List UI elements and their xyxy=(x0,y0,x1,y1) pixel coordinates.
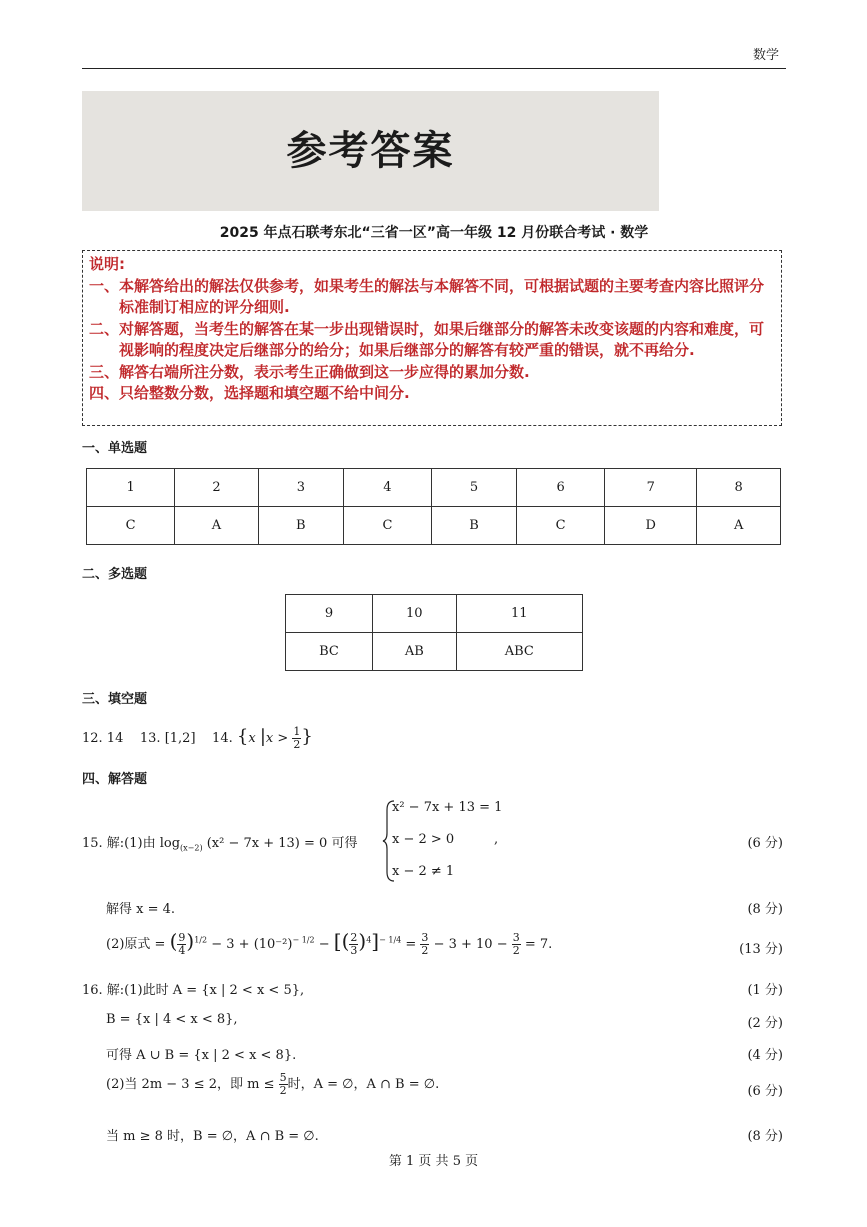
q15-line-1 xyxy=(82,832,357,853)
answer-cell: BC xyxy=(286,633,373,671)
answer-cell: ABC xyxy=(456,633,582,671)
paren: ( xyxy=(169,929,178,953)
answer-cell: B xyxy=(432,507,517,545)
fraction xyxy=(279,1072,288,1097)
expression-part: − 3 + 10 − xyxy=(433,937,508,952)
answer-cell: AB xyxy=(372,633,456,671)
numerator: 1 xyxy=(293,725,301,738)
question-number: 2 xyxy=(175,469,259,507)
exam-title: 2025 年点石联考东北“三省一区”高一年级 12 月份联合考试 · 数学 xyxy=(219,225,649,241)
left-brace: { xyxy=(236,726,249,747)
exponent: − 1/2 xyxy=(292,935,315,945)
question-number: 11 xyxy=(456,595,582,633)
q15-label: 15. 解:(1)由 log xyxy=(82,836,181,851)
system-eq-3: x − 2 ≠ 1 xyxy=(392,864,455,879)
section-fill-blank: 三、填空题 xyxy=(82,692,148,707)
question-number: 5 xyxy=(432,469,517,507)
score: (8 分) xyxy=(747,902,783,917)
q16-line-5: 当 m ≥ 8 时，B = ∅，A ∩ B = ∅. xyxy=(106,1129,319,1144)
question-number: 9 xyxy=(286,595,373,633)
denominator: 2 xyxy=(421,944,429,957)
operator: − xyxy=(318,937,330,952)
answer-cell: B xyxy=(258,507,343,545)
set-var: x xyxy=(248,731,256,746)
score: (6 分) xyxy=(747,836,783,851)
paren: ) xyxy=(186,929,195,953)
answer-cell: C xyxy=(517,507,605,545)
note-number: 一、 xyxy=(89,276,120,295)
question-number: 4 xyxy=(343,469,431,507)
system-eq-2: x − 2 > 0 xyxy=(392,832,455,847)
right-brace: } xyxy=(301,726,313,747)
q16-line-4 xyxy=(106,1072,439,1097)
answer-14-label: 14. xyxy=(212,731,233,746)
answer-12: 12. 14 xyxy=(82,731,124,746)
exponent: 1/2 xyxy=(194,935,208,945)
notes-label: 说明: xyxy=(89,255,125,273)
q16-line-2: B = {x | 4 < x < 8}, xyxy=(106,1012,238,1027)
numerator: 3 xyxy=(512,931,520,944)
numerator: 5 xyxy=(279,1071,287,1084)
denominator: 3 xyxy=(350,944,358,957)
expression-part: = 7. xyxy=(524,937,553,952)
question-number: 1 xyxy=(87,469,175,507)
score: (2 分) xyxy=(747,1016,783,1031)
denominator: 2 xyxy=(512,944,520,957)
note-text: 解答右端所注分数，表示考生正确做到这一步应得的累加分数. xyxy=(119,362,530,381)
answer-cell: C xyxy=(343,507,431,545)
fraction xyxy=(512,932,521,957)
note-text: 只给整数分数，选择题和填空题不给中间分. xyxy=(119,384,410,402)
note-item xyxy=(89,319,775,362)
score: (1 分) xyxy=(747,983,783,998)
set-cond: x > xyxy=(265,731,289,746)
table-row xyxy=(87,507,781,545)
subject-label: 数学 xyxy=(752,48,779,63)
question-number: 10 xyxy=(372,595,456,633)
question-number: 7 xyxy=(605,469,697,507)
paren: ) xyxy=(358,929,367,953)
bracket: [ xyxy=(333,929,342,953)
section-solve: 四、解答题 xyxy=(82,772,148,787)
score: (8 分) xyxy=(747,1129,783,1144)
part2-label: (2)原式 = xyxy=(106,937,166,952)
section-single-choice: 一、单选题 xyxy=(82,441,148,456)
denominator: 2 xyxy=(279,1084,287,1097)
answer-cell: D xyxy=(605,507,697,545)
page-title: 参考答案 xyxy=(286,127,455,174)
answer-cell: A xyxy=(175,507,259,545)
denominator: 2 xyxy=(293,738,301,751)
numerator: 3 xyxy=(421,931,429,944)
score: (6 分) xyxy=(747,1084,783,1099)
question-number: 3 xyxy=(258,469,343,507)
paren: ( xyxy=(341,929,350,953)
section-multi-choice: 二、多选题 xyxy=(82,567,148,582)
fraction xyxy=(420,932,429,957)
q15-line-2: 解得 x = 4. xyxy=(106,902,176,917)
single-choice-table xyxy=(86,468,781,545)
numerator: 2 xyxy=(350,931,358,944)
multi-choice-table xyxy=(285,594,583,671)
note-item xyxy=(89,362,775,384)
note-number: 三、 xyxy=(89,362,120,381)
log-base: (x−2) xyxy=(180,843,203,853)
score: (4 分) xyxy=(747,1048,783,1063)
bracket: ] xyxy=(371,929,380,953)
denominator: 4 xyxy=(178,944,186,957)
note-text: 对解答题，当考生的解答在某一步出现错误时，如果后继部分的解答未改变该题的内容和难度，可视影响的程度决定后继部分的给分；如果后继部分的解答有较严重的错误，就不再给分. xyxy=(119,319,765,359)
note-item xyxy=(89,276,775,319)
header-divider xyxy=(82,68,786,69)
question-number: 6 xyxy=(517,469,605,507)
notes-box xyxy=(82,250,782,426)
question-number: 8 xyxy=(697,469,781,507)
exponent: 4 xyxy=(366,935,372,945)
answer-cell: C xyxy=(87,507,175,545)
q15-expression: (x² − 7x + 13) = 0 可得 xyxy=(206,836,358,851)
expression-part: − 3 + (10⁻²) xyxy=(211,937,293,952)
numerator: 9 xyxy=(178,931,186,944)
answer-cell: A xyxy=(697,507,781,545)
title-banner xyxy=(82,91,659,211)
expression-part: 时，A = ∅，A ∩ B = ∅. xyxy=(287,1077,440,1092)
operator: = xyxy=(405,937,417,952)
table-row xyxy=(286,595,583,633)
fill-answers xyxy=(82,726,313,751)
score: (13 分) xyxy=(739,942,783,957)
note-text: 本解答给出的解法仅供参考，如果考生的解法与本解答不同，可根据试题的主要考查内容比照评分标准制订相应的评分细则. xyxy=(119,276,765,316)
note-item xyxy=(89,383,775,405)
set-bar: | xyxy=(259,726,266,747)
note-number: 二、 xyxy=(89,319,120,338)
table-row xyxy=(286,633,583,671)
q15-line-3 xyxy=(106,929,552,957)
note-number: 四、 xyxy=(89,384,120,402)
expression-part: (2)当 2m − 3 ≤ 2，即 m ≤ xyxy=(106,1077,275,1092)
page-footer: 第 1 页 共 5 页 xyxy=(388,1154,479,1169)
system-comma: , xyxy=(494,832,499,847)
answer-13: 13. [1,2] xyxy=(139,731,196,746)
exponent: − 1/4 xyxy=(379,935,402,945)
q16-line-1: 16. 解:(1)此时 A = {x | 2 < x < 5}, xyxy=(82,983,305,998)
system-eq-1: x² − 7x + 13 = 1 xyxy=(392,800,503,815)
q16-line-3: 可得 A ∪ B = {x | 2 < x < 8}. xyxy=(106,1048,297,1063)
table-row xyxy=(87,469,781,507)
